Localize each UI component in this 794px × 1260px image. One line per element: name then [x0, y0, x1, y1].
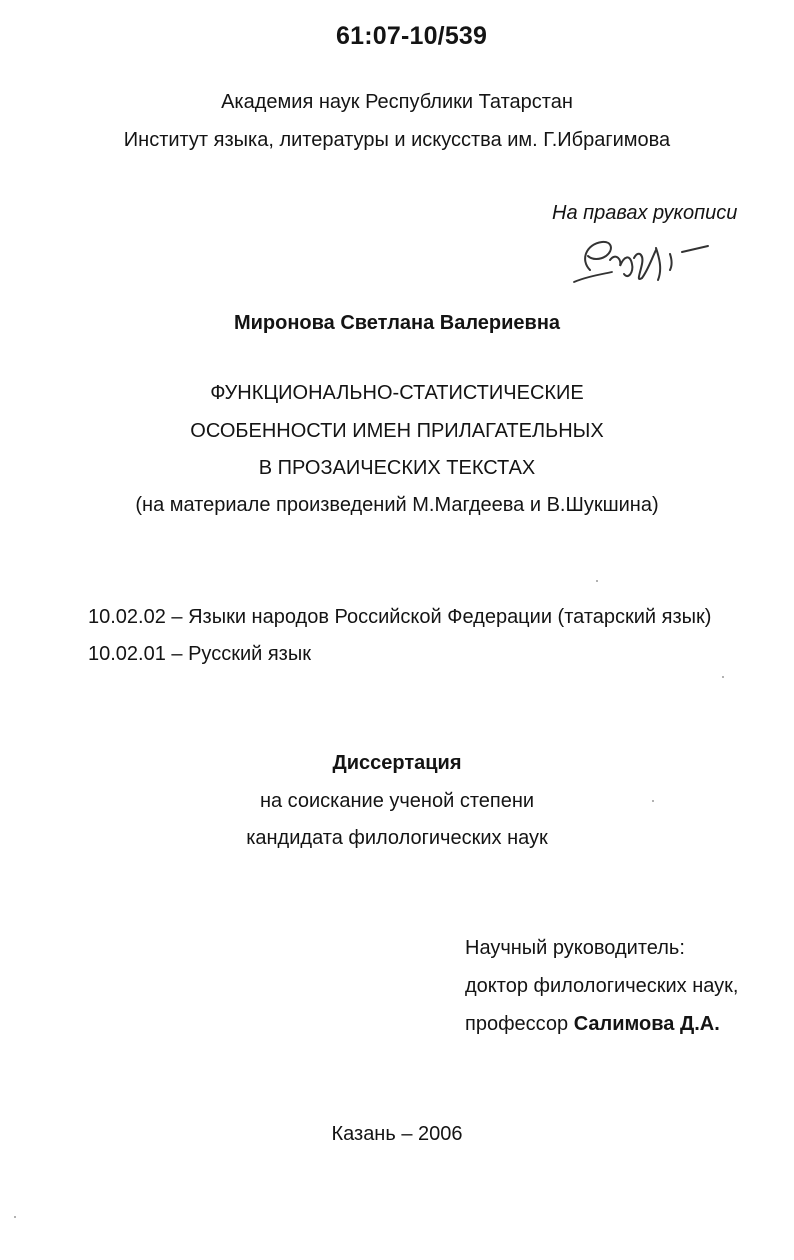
place-and-year: Казань – 2006: [331, 1123, 463, 1145]
academy-name: Академия наук Республики Татарстан: [221, 91, 573, 113]
scan-speck: [652, 800, 654, 802]
rights-note: На правах рукописи: [552, 202, 738, 224]
title-line-3: В ПРОЗАИЧЕСКИХ ТЕКСТАХ: [258, 457, 536, 479]
handwritten-signature: [572, 230, 712, 290]
call-number: 61:07-10/539: [336, 22, 488, 50]
scan-speck: [14, 1216, 16, 1218]
institute-name: Институт языка, литературы и искусства им. Г.Ибрагимова: [123, 129, 671, 151]
scan-speck: [596, 580, 598, 582]
supervisor-position: профессор: [465, 1013, 569, 1035]
work-type-line-2: кандидата филологических наук: [246, 827, 548, 849]
supervisor-name: Салимова Д.А.: [573, 1013, 720, 1035]
title-line-1: ФУНКЦИОНАЛЬНО-СТАТИСТИЧЕСКИЕ: [210, 382, 584, 404]
scan-speck: [722, 676, 724, 678]
supervisor-line: [465, 1012, 720, 1036]
supervisor-label: Научный руководитель:: [465, 937, 685, 959]
specialty-line: 10.02.02 – Языки народов Российской Федерации (татарский язык): [88, 606, 712, 628]
work-type-heading: Диссертация: [332, 752, 462, 774]
title-subtitle: (на материале произведений М.Магдеева и В.Шукшина): [135, 494, 659, 516]
specialty-line: 10.02.01 – Русский язык: [88, 643, 311, 665]
title-line-2: ОСОБЕННОСТИ ИМЕН ПРИЛАГАТЕЛЬНЫХ: [190, 420, 604, 442]
author-name: Миронова Светлана Валериевна: [233, 312, 561, 334]
supervisor-degree: доктор филологических наук,: [465, 975, 739, 997]
work-type-line-1: на соискание ученой степени: [259, 790, 535, 812]
